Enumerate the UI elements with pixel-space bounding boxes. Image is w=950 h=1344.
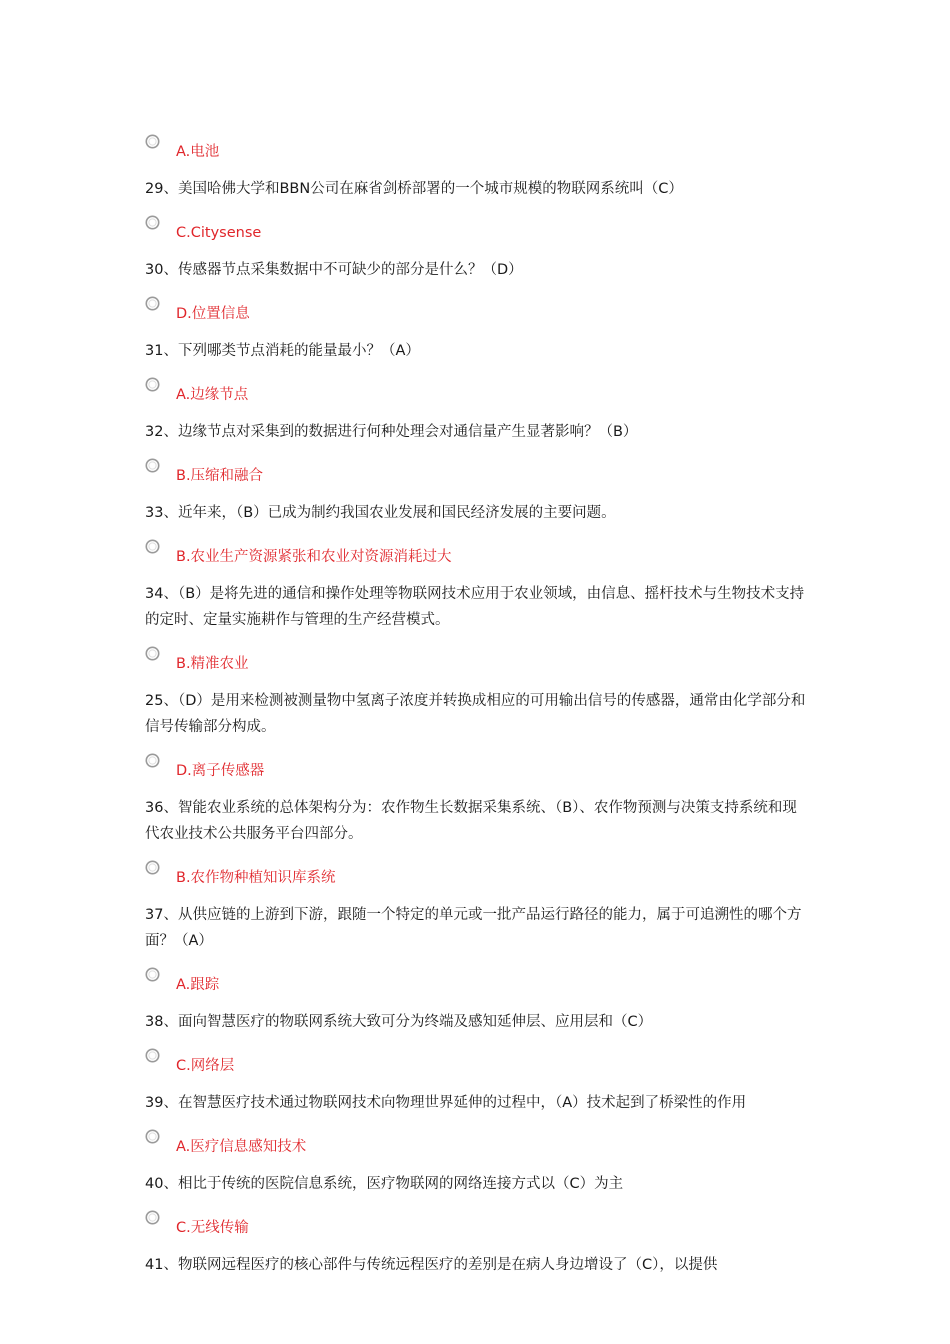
answer-label: B.精准农业 <box>176 656 249 672</box>
radio-button-icon[interactable] <box>145 134 160 149</box>
answer-label: C.网络层 <box>176 1058 235 1074</box>
answer-label: A.跟踪 <box>176 977 220 993</box>
question-text: 31、下列哪类节点消耗的能量最小？（A） <box>145 343 420 359</box>
question-text: 41、物联网远程医疗的核心部件与传统远程医疗的差别是在病人身边增设了（C），以提供 <box>145 1257 718 1273</box>
answer-option[interactable] <box>145 462 810 484</box>
question-text: 34、（B）是将先进的通信和操作处理等物联网技术应用于农业领域，由信息、摇杆技术与生物技术支持的定时、定量实施耕作与管理的生产经营模式。 <box>145 586 805 628</box>
question-text: 30、传感器节点采集数据中不可缺少的部分是什么？（D） <box>145 262 523 278</box>
answer-option[interactable] <box>145 219 810 241</box>
answer-option[interactable] <box>145 300 810 322</box>
question-text: 38、面向智慧医疗的物联网系统大致可分为终端及感知延伸层、应用层和（C） <box>145 1014 653 1030</box>
answer-option[interactable] <box>145 864 810 886</box>
radio-button-icon[interactable] <box>145 458 160 473</box>
document-page <box>145 138 810 1278</box>
radio-button-icon[interactable] <box>145 296 160 311</box>
answer-label: B.压缩和融合 <box>176 468 264 484</box>
answer-option[interactable] <box>145 543 810 565</box>
radio-button-icon[interactable] <box>145 1210 160 1225</box>
answer-label: A.边缘节点 <box>176 387 249 403</box>
radio-button-icon[interactable] <box>145 753 160 768</box>
question-text: 33、近年来，（B）已成为制约我国农业发展和国民经济发展的主要问题。 <box>145 505 616 521</box>
question-text: 40、相比于传统的医院信息系统，医疗物联网的网络连接方式以（C）为主 <box>145 1176 624 1192</box>
question-text: 29、美国哈佛大学和BBN公司在麻省剑桥部署的一个城市规模的物联网系统叫（C） <box>145 181 683 197</box>
answer-label: D.位置信息 <box>176 306 250 322</box>
answer-label: C.无线传输 <box>176 1220 249 1236</box>
radio-button-icon[interactable] <box>145 1048 160 1063</box>
answer-label: A.电池 <box>176 144 220 160</box>
answer-option[interactable] <box>145 1052 810 1074</box>
answer-option[interactable] <box>145 1214 810 1236</box>
answer-label: A.医疗信息感知技术 <box>176 1139 307 1155</box>
answer-option[interactable] <box>145 757 810 779</box>
radio-button-icon[interactable] <box>145 967 160 982</box>
answer-label: C.Citysense <box>176 225 262 241</box>
answer-option[interactable] <box>145 138 810 160</box>
answer-option[interactable] <box>145 381 810 403</box>
answer-label: B.农作物种植知识库系统 <box>176 870 336 886</box>
radio-button-icon[interactable] <box>145 860 160 875</box>
answer-option[interactable] <box>145 971 810 993</box>
radio-button-icon[interactable] <box>145 1129 160 1144</box>
answer-label: B.农业生产资源紧张和农业对资源消耗过大 <box>176 549 452 565</box>
radio-button-icon[interactable] <box>145 646 160 661</box>
answer-label: D.离子传感器 <box>176 763 265 779</box>
answer-option[interactable] <box>145 650 810 672</box>
question-text: 37、从供应链的上游到下游，跟随一个特定的单元或一批产品运行路径的能力，属于可追溯性的哪个方面？（A） <box>145 907 802 949</box>
question-text: 36、智能农业系统的总体架构分为：农作物生长数据采集系统、（B）、农作物预测与决策支持系统和现代农业技术公共服务平台四部分。 <box>145 800 797 842</box>
radio-button-icon[interactable] <box>145 539 160 554</box>
radio-button-icon[interactable] <box>145 215 160 230</box>
question-text: 25、（D）是用来检测被测量物中氢离子浓度并转换成相应的可用输出信号的传感器，通常由化学部分和信号传输部分构成。 <box>145 693 806 735</box>
question-text: 32、边缘节点对采集到的数据进行何种处理会对通信量产生显著影响？（B） <box>145 424 638 440</box>
question-text: 39、在智慧医疗技术通过物联网技术向物理世界延伸的过程中，（A）技术起到了桥梁性的作用 <box>145 1095 747 1111</box>
radio-button-icon[interactable] <box>145 377 160 392</box>
answer-option[interactable] <box>145 1133 810 1155</box>
